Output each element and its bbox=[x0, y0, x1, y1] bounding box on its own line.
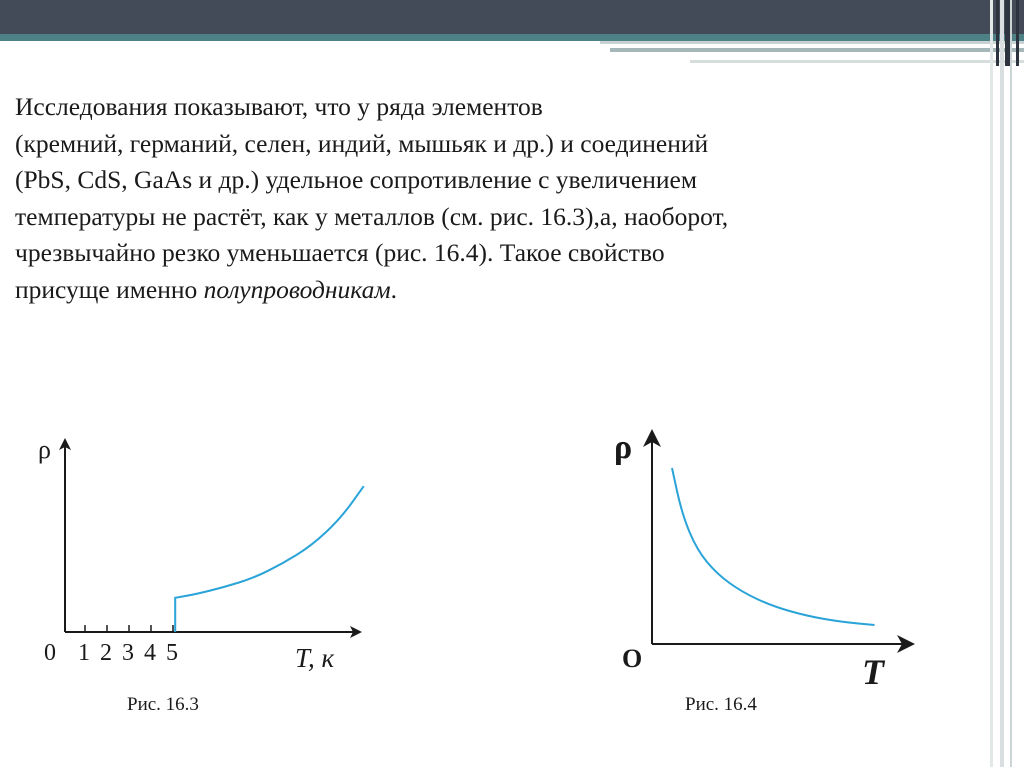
header-bar bbox=[0, 0, 1024, 34]
header-stripe bbox=[0, 34, 1024, 41]
paragraph-line: температуры не растёт, как у металлов (см. рис. 16.3),а, наоборот, bbox=[15, 201, 729, 231]
origin-label: 0 bbox=[44, 640, 56, 666]
right-edge-line bbox=[990, 0, 993, 767]
y-axis-label: ρ bbox=[38, 435, 51, 464]
chart-semiconductor-resistivity bbox=[600, 418, 930, 690]
paragraph-text: присуще именно bbox=[15, 274, 204, 304]
figure-caption: Рис. 16.4 bbox=[685, 694, 757, 715]
y-axis-label: ρ bbox=[614, 429, 633, 466]
paragraph-line: (PbS, CdS, GaAs и др.) удельное сопротивление с увеличением bbox=[15, 165, 697, 194]
header-stripe-light bbox=[600, 41, 1024, 44]
body-paragraph bbox=[15, 89, 975, 308]
x-tick-label: 2 bbox=[100, 640, 112, 666]
right-edge-dark bbox=[1016, 0, 1019, 66]
resistivity-curve bbox=[175, 486, 364, 632]
emphasis-term: полупроводникам bbox=[203, 274, 391, 304]
right-edge-line bbox=[1010, 0, 1012, 767]
right-edge-dark bbox=[1005, 0, 1010, 66]
right-edge-line bbox=[1000, 0, 1004, 767]
header-stripe-faint bbox=[690, 60, 1024, 63]
paragraph-line: чрезвычайно резко уменьшается (рис. 16.4). Такое свойство bbox=[15, 238, 665, 267]
header-stripe-mid bbox=[610, 48, 1024, 52]
figure-caption: Рис. 16.3 bbox=[127, 694, 199, 715]
resistivity-curve bbox=[672, 468, 875, 625]
right-edge-dark bbox=[996, 0, 999, 66]
paragraph-line bbox=[15, 272, 975, 309]
x-tick-label: 1 bbox=[78, 640, 90, 666]
x-axis-label: T bbox=[862, 652, 884, 692]
x-tick-label: 5 bbox=[166, 640, 178, 666]
paragraph-line: (кремний, германий, селен, индий, мышьяк и др.) и соединений bbox=[15, 128, 709, 158]
chart-metal-resistivity bbox=[30, 420, 380, 680]
paragraph-line: Исследования показывают, что у ряда элементов bbox=[15, 92, 543, 121]
x-tick-label: 4 bbox=[144, 640, 156, 666]
origin-label: O bbox=[622, 644, 643, 673]
x-tick-label: 3 bbox=[122, 640, 134, 666]
x-axis-label: T, к bbox=[295, 643, 335, 673]
paragraph-text: . bbox=[390, 274, 397, 304]
